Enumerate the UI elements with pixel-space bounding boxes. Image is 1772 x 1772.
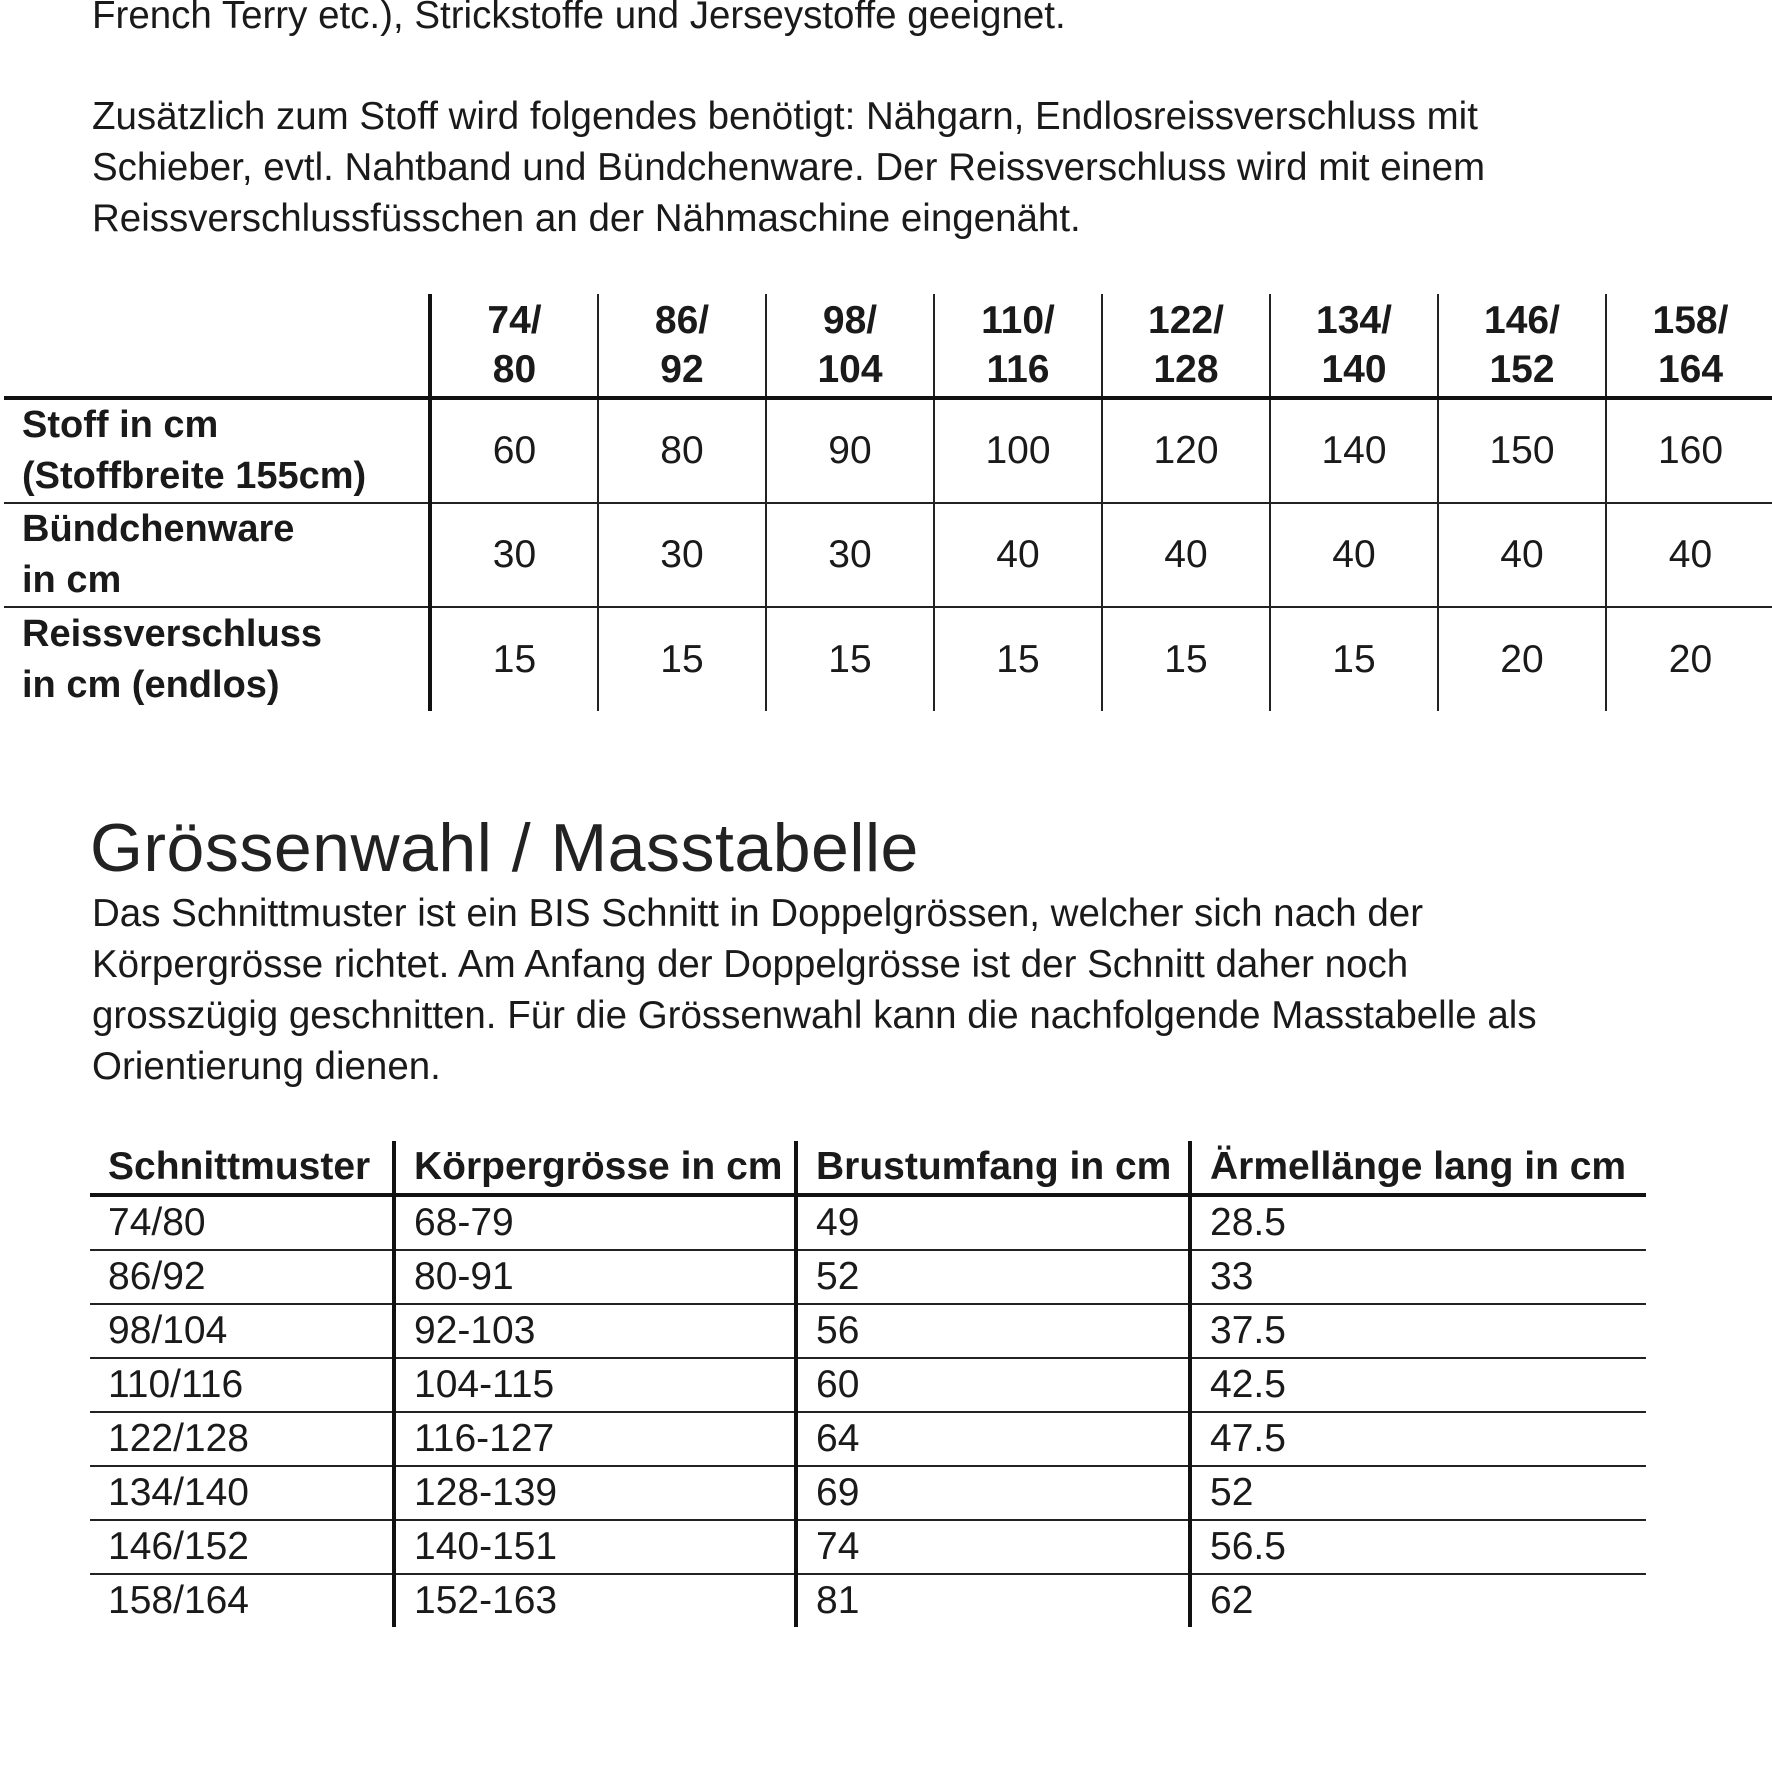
table-cell: 52 xyxy=(796,1250,1190,1304)
material-header-row xyxy=(4,294,1772,398)
table-cell: 122/128 xyxy=(90,1412,394,1466)
table-cell: 80-91 xyxy=(394,1250,796,1304)
table-cell: 104-115 xyxy=(394,1358,796,1412)
table-row xyxy=(90,1574,1646,1627)
value-cell: 160 xyxy=(1606,398,1772,503)
table-cell: 110/116 xyxy=(90,1358,394,1412)
sizing-line: grosszügig geschnitten. Für die Grössenwahl kann die nachfolgende Masstabelle als xyxy=(92,994,1537,1037)
value-cell: 40 xyxy=(934,503,1102,607)
row-label: Stoff in cm (Stoffbreite 155cm) xyxy=(4,398,430,503)
value-cell: 120 xyxy=(1102,398,1270,503)
row-label: Bündchenware in cm xyxy=(4,503,430,607)
value-cell: 80 xyxy=(598,398,766,503)
size-header: 86/ 92 xyxy=(598,294,766,398)
table-cell: 116-127 xyxy=(394,1412,796,1466)
material-corner-cell xyxy=(4,294,430,398)
requirements-line: Schieber, evtl. Nahtband und Bündchenware. Der Reissverschluss wird mit einem xyxy=(92,146,1486,189)
table-cell: 128-139 xyxy=(394,1466,796,1520)
column-header-chest: Brustumfang in cm xyxy=(796,1141,1190,1195)
table-row xyxy=(90,1304,1646,1358)
value-cell: 15 xyxy=(1102,607,1270,711)
table-cell: 49 xyxy=(796,1195,1190,1250)
table-cell: 28.5 xyxy=(1190,1195,1646,1250)
table-cell: 62 xyxy=(1190,1574,1646,1627)
table-cell: 33 xyxy=(1190,1250,1646,1304)
value-cell: 15 xyxy=(766,607,934,711)
table-row xyxy=(90,1195,1646,1250)
size-header: 98/ 104 xyxy=(766,294,934,398)
material-row-fabric xyxy=(4,398,1772,503)
requirements-line: Reissverschlussfüsschen an der Nähmaschine eingenäht. xyxy=(92,197,1081,240)
size-header: 158/ 164 xyxy=(1606,294,1772,398)
table-cell: 60 xyxy=(796,1358,1190,1412)
measure-header-row xyxy=(90,1141,1646,1195)
size-measurement-table xyxy=(90,1141,1646,1627)
table-cell: 134/140 xyxy=(90,1466,394,1520)
value-cell: 30 xyxy=(766,503,934,607)
table-cell: 74/80 xyxy=(108,1201,206,1244)
material-row-ribbing xyxy=(4,503,1772,607)
table-row xyxy=(90,1358,1646,1412)
table-cell: 86/92 xyxy=(90,1250,394,1304)
value-cell: 140 xyxy=(1270,398,1438,503)
size-header: 134/ 140 xyxy=(1270,294,1438,398)
column-header-body-height: Körpergrösse in cm xyxy=(394,1141,796,1195)
table-cell: 74 xyxy=(796,1520,1190,1574)
table-cell: 56.5 xyxy=(1190,1520,1646,1574)
value-cell: 60 xyxy=(492,429,537,472)
table-cell: 42.5 xyxy=(1190,1358,1646,1412)
sizing-line: Körpergrösse richtet. Am Anfang der Doppelgrösse ist der Schnitt daher noch xyxy=(92,943,1409,986)
table-cell: 81 xyxy=(796,1574,1190,1627)
sizing-paragraph xyxy=(92,888,1712,1092)
value-cell: 20 xyxy=(1438,607,1606,711)
table-cell: 158/164 xyxy=(90,1574,394,1627)
table-row xyxy=(90,1250,1646,1304)
size-header: 74/ 80 xyxy=(430,294,598,398)
value-cell: 15 xyxy=(430,607,598,711)
material-row-zipper xyxy=(4,607,1772,711)
requirements-line: Zusätzlich zum Stoff wird folgendes benötigt: Nähgarn, Endlosreissverschluss mit xyxy=(92,95,1478,138)
sizing-line: Das Schnittmuster ist ein BIS Schnitt in Doppelgrössen, welcher sich nach der xyxy=(92,892,1424,935)
value-cell: 150 xyxy=(1438,398,1606,503)
table-cell: 92-103 xyxy=(394,1304,796,1358)
value-cell: 15 xyxy=(1270,607,1438,711)
table-cell: 68-79 xyxy=(394,1195,796,1250)
column-header-sleeve-length: Ärmellänge lang in cm xyxy=(1190,1141,1646,1195)
value-cell: 40 xyxy=(1606,503,1772,607)
size-header: 146/ 152 xyxy=(1438,294,1606,398)
table-cell: 52 xyxy=(1190,1466,1646,1520)
table-cell: 152-163 xyxy=(394,1574,796,1627)
value-cell: 30 xyxy=(598,503,766,607)
table-row xyxy=(90,1466,1646,1520)
table-cell: 47.5 xyxy=(1190,1412,1646,1466)
sizing-section-title: Grössenwahl / Masstabelle xyxy=(90,810,919,886)
sizing-line: Orientierung dienen. xyxy=(92,1045,441,1088)
value-cell: 15 xyxy=(598,607,766,711)
table-cell: 69 xyxy=(796,1466,1190,1520)
size-header: 110/ 116 xyxy=(934,294,1102,398)
table-row xyxy=(90,1520,1646,1574)
value-cell: 15 xyxy=(934,607,1102,711)
value-cell: 40 xyxy=(1270,503,1438,607)
value-cell: 40 xyxy=(1102,503,1270,607)
value-cell: 40 xyxy=(1438,503,1606,607)
table-cell: 64 xyxy=(796,1412,1190,1466)
column-header-pattern-size: Schnittmuster xyxy=(90,1141,394,1195)
table-cell: 37.5 xyxy=(1190,1304,1646,1358)
material-requirements-table xyxy=(4,294,1772,711)
table-row xyxy=(90,1412,1646,1466)
value-cell: 100 xyxy=(934,398,1102,503)
value-cell: 90 xyxy=(766,398,934,503)
row-label: Reissverschluss in cm (endlos) xyxy=(4,607,430,711)
value-cell: 30 xyxy=(430,503,598,607)
intro-line: French Terry etc.), Strickstoffe und Jerseystoffe geeignet. xyxy=(92,0,1066,37)
table-cell: 56 xyxy=(796,1304,1190,1358)
table-cell: 98/104 xyxy=(90,1304,394,1358)
value-cell: 20 xyxy=(1606,607,1772,711)
table-cell: 146/152 xyxy=(90,1520,394,1574)
requirements-paragraph xyxy=(92,91,1712,244)
size-header: 122/ 128 xyxy=(1102,294,1270,398)
table-cell: 140-151 xyxy=(394,1520,796,1574)
